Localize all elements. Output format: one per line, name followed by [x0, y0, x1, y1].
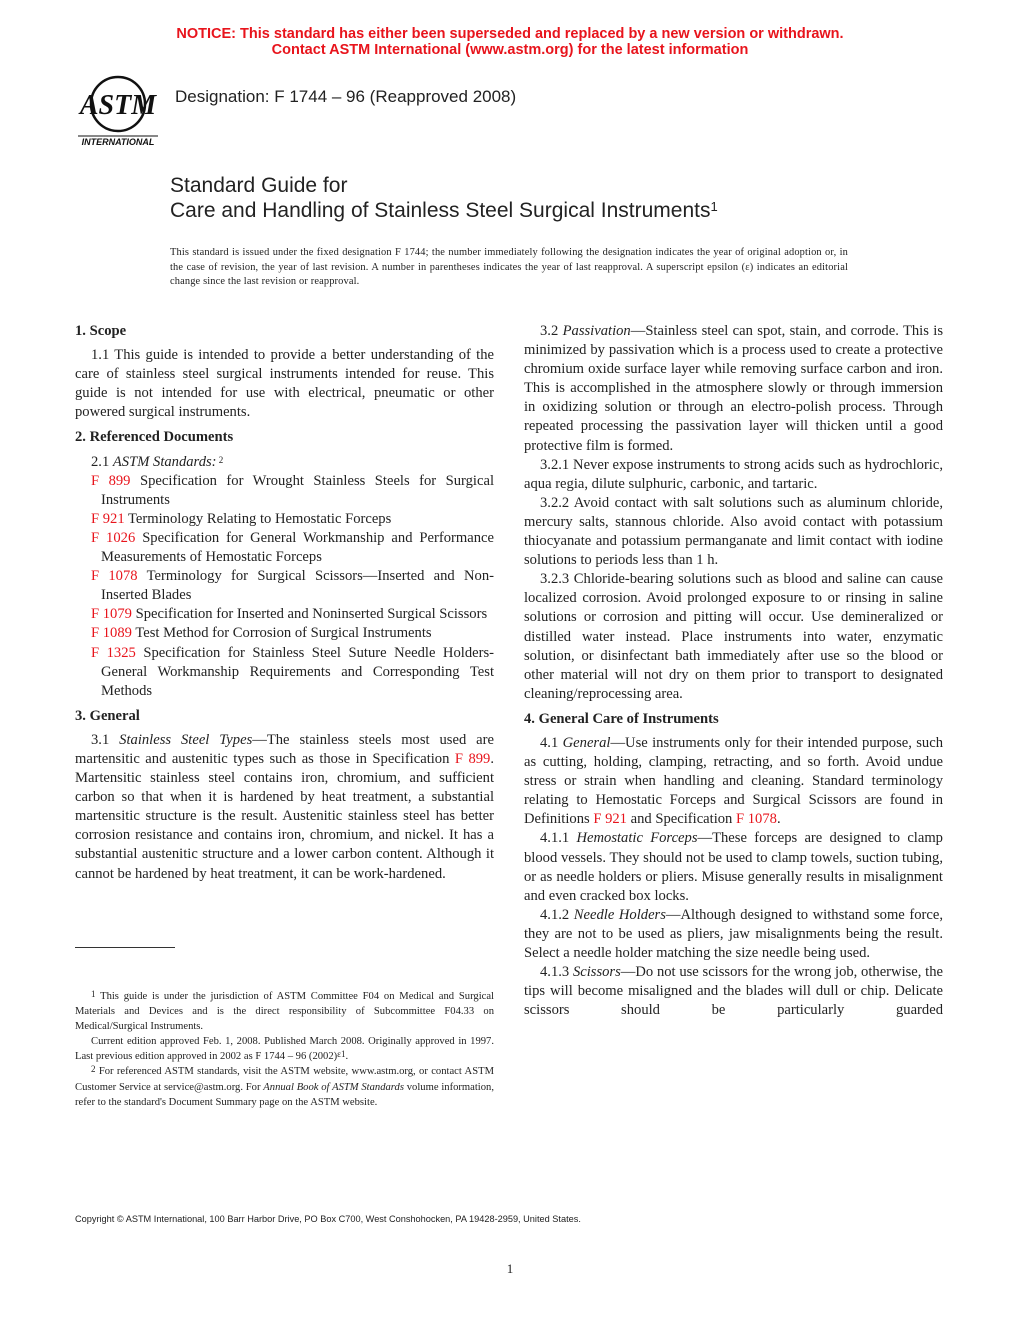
italic-text: Stainless Steel Types — [119, 731, 253, 748]
copyright: Copyright © ASTM International, 100 Barr Harbor Drive, PO Box C700, West Conshohocken, PA 19428-2959, United States. — [75, 1214, 581, 1224]
text: —Do not use scissors for the wrong job, otherwise, the tips will become misaligned and the blades will dull or chip. Delicate scissors should be particularly guarded — [524, 964, 944, 1019]
section-heading — [75, 707, 494, 726]
standard-link[interactable]: F 1325 — [91, 644, 136, 661]
standard-link[interactable]: F 1026 — [91, 529, 136, 546]
issuance-note: This standard is issued under the fixed designation F 1744; the number immediately following the designation indicates the year of original adoption or, in the case of revision, the year of last revision. A number in parentheses indicates the year of last reapproval. A superscript epsilon (ε) indicates an editorial change since the last revision or reapproval. — [170, 247, 848, 288]
footnote-ref[interactable]: 1 — [91, 989, 96, 999]
section-heading — [75, 428, 494, 447]
paragraph — [524, 494, 943, 570]
paragraph — [75, 346, 494, 422]
text: 4. General Care of Instruments — [524, 710, 719, 727]
referenced-document — [75, 567, 494, 605]
footnote-ref[interactable]: ε1 — [337, 1049, 346, 1060]
footnote — [75, 1064, 494, 1109]
footnote-ref[interactable]: 2 — [216, 454, 224, 465]
text: —Use instruments only for their intended purpose, such as cutting, holding, clamping, retracting, and so forth. Avoid undue stress or strain when handling and cleaning. Standard terminology relating to Hemostatic Forceps and Surgical Scissors are found in Definitions — [524, 734, 944, 828]
footnotes — [75, 989, 494, 1110]
referenced-document — [75, 529, 494, 567]
text: —Although designed to withstand some force, they are not to be used as pliers, jaw misalignments being the result. Select a needle holder matching the size needle being used. — [524, 906, 943, 961]
withdrawal-notice — [0, 26, 1020, 58]
italic-text: General — [562, 734, 611, 751]
paragraph — [524, 570, 943, 704]
footnote-divider — [75, 947, 175, 948]
text: Test Method for Corrosion of Surgical Instruments — [131, 625, 432, 642]
standard-link[interactable]: F 921 — [593, 811, 627, 828]
text: 4.1.2 — [540, 906, 574, 923]
paragraph — [75, 731, 494, 884]
text: 3.2.1 Never expose instruments to strong acids such as hydrochloric, aqua regia, dilute sulphuric, carbonic, and tartaric. — [524, 456, 943, 492]
text: 3.2 — [540, 323, 563, 339]
paragraph — [524, 322, 943, 456]
text: Specification for Inserted and Noninserted Surgical Scissors — [131, 606, 488, 623]
left-column — [75, 322, 494, 884]
standard-link[interactable]: F 899 — [91, 472, 131, 489]
text: . — [345, 1051, 349, 1063]
text: For referenced ASTM standards, visit the ASTM website, www.astm.org, or contact ASTM Customer Service at service@astm.org. For — [75, 1066, 494, 1093]
title-text: Care and Handling of Stainless Steel Surgical Instruments — [170, 199, 711, 222]
paragraph — [75, 453, 494, 472]
svg-text:INTERNATIONAL: INTERNATIONAL — [81, 137, 155, 147]
section-heading — [75, 322, 494, 341]
text: Terminology for Surgical Scissors—Inserted and Non-Inserted Blades — [101, 568, 494, 604]
text: 1. Scope — [75, 323, 127, 339]
title-line-1: Standard Guide for — [170, 174, 348, 197]
paragraph — [524, 906, 943, 963]
standard-link[interactable]: F 1079 — [91, 606, 132, 623]
standard-link[interactable]: F 1089 — [91, 625, 132, 642]
text: 2. Referenced Documents — [75, 429, 234, 446]
text: Terminology Relating to Hemostatic Forceps — [124, 510, 392, 527]
astm-logo — [76, 74, 160, 148]
text: 2.1 — [91, 453, 113, 470]
text: . — [776, 811, 781, 828]
text: —These forceps are designed to clamp blood vessels. They should not be used to clamp towels, suction tubing, or as needle holders or pliers. Misuse generally results in misalignment and even cracked box locks. — [524, 830, 943, 904]
footnote-ref[interactable]: 2 — [91, 1064, 96, 1075]
text: 3.2.2 Avoid contact with salt solutions such as aluminum chloride, mercury salts, stannous chloride. Also avoid contact with potassium thiocyanate and potassium permanganate and limit contact with iodine solutions to periods less than 1 h. — [524, 494, 943, 569]
referenced-document — [75, 624, 494, 643]
footnote — [75, 989, 494, 1034]
text: 1.1 This guide is intended to provide a better understanding of the care of stainless steel surgical instruments intended for reuse. This guide is not intended for use with electrical, pneumatic or other powered surgical instruments. — [75, 347, 494, 421]
page-number: 1 — [506, 1261, 514, 1276]
svg-text:ASTM: ASTM — [79, 90, 157, 121]
text: 4.1 — [540, 734, 563, 751]
referenced-document — [75, 472, 494, 510]
text: . Martensitic stainless steel contains iron, chromium, and sufficient carbon so that when it is hardened by heat treatment, a substantial martensitic structure is the result. Austenitic stainless steel has better corrosion resistance and contains iron, chromium, and nickel. It has a substantial austenitic structure and a lower carbon content. Although it cannot be hardened by heat treatment, it can be work-hardened. — [75, 750, 494, 882]
notice-line-1: NOTICE: This standard has either been superseded and replaced by a new version or withdrawn. — [176, 26, 844, 42]
title-footnote-ref[interactable]: 1 — [710, 199, 718, 214]
standard-link[interactable]: F 921 — [91, 510, 125, 527]
text: 3.1 — [91, 731, 120, 748]
notice-line-2: Contact ASTM International (www.astm.org) for the latest information — [271, 42, 749, 58]
text: This guide is under the jurisdiction of ASTM Committee F04 on Medical and Surgical Materials and Devices and is the direct responsibility of Subcommittee F04.33 on Medical/Surgical Instruments. — [75, 991, 494, 1033]
title-line-2 — [170, 198, 718, 223]
referenced-document — [75, 605, 494, 624]
text: and Specification — [626, 811, 736, 828]
footnote — [75, 1034, 494, 1064]
paragraph — [524, 734, 943, 829]
text: Specification for Wrought Stainless Steels for Surgical Instruments — [101, 472, 494, 508]
section-heading — [524, 710, 943, 729]
text: Current edition approved Feb. 1, 2008. Published March 2008. Originally approved in 1997. Last previous edition approved in 2002 as F 1744 – 96 (2002) — [75, 1036, 494, 1063]
text: —Stainless steel can spot, stain, and corrode. This is minimized by passivation which is a process used to create a protective chromium oxide surface layer while removing surface carbon and iron. This is accomplished in the atmosphere slowly or through immersion in oxidizing solution or through an electro-polish process. Through repeated processing the passivation layer will thicken until a good protective film is formed. — [524, 323, 943, 454]
paragraph — [524, 829, 943, 905]
paragraph — [524, 963, 943, 1020]
standard-link[interactable]: F 899 — [454, 750, 491, 767]
document-title — [170, 173, 718, 223]
text: Specification for Stainless Steel Suture Needle Holders-General Workmanship Requirements and Corresponding Test Methods — [101, 644, 494, 699]
referenced-document — [75, 644, 494, 701]
designation: Designation: F 1744 – 96 (Reapproved 2008) — [175, 87, 517, 106]
text: Specification for General Workmanship and Performance Measurements of Hemostatic Forceps — [101, 529, 494, 566]
text: 3.2.3 Chloride-bearing solutions such as blood and saline can cause localized corrosion. Avoid prolonged exposure to or rinsing in saline solutions or corrosion and pitting will occur. Use demineralized or distilled water instead. Place instruments into water, enzymatic solution, or disinfectant bath immediately after use so the blood or other material will not dry on them prior to transport to designated cleaning/reprocessing area. — [524, 571, 943, 702]
standard-link[interactable]: F 1078 — [736, 811, 777, 828]
text: 4.1.1 — [540, 830, 577, 847]
text: 3. General — [75, 707, 140, 724]
paragraph — [524, 456, 943, 494]
italic-text: Passivation — [562, 323, 631, 339]
italic-text: Hemostatic Forceps — [576, 830, 698, 847]
italic-text: Needle Holders — [573, 906, 666, 923]
standard-link[interactable]: F 1078 — [91, 568, 138, 585]
italic-text: ASTM Standards: — [112, 453, 217, 470]
right-column — [524, 322, 943, 1020]
italic-text: Scissors — [572, 964, 621, 981]
text: —The stainless steels most used are martensitic and austenitic types such as those in Specification — [75, 731, 494, 767]
text: 4.1.3 — [540, 964, 573, 981]
referenced-document — [75, 510, 494, 529]
italic-text: Annual Book of ASTM Standards — [263, 1081, 404, 1093]
text: volume information, refer to the standard's Document Summary page on the ASTM website. — [75, 1081, 494, 1108]
astm-logo-icon — [76, 74, 160, 148]
